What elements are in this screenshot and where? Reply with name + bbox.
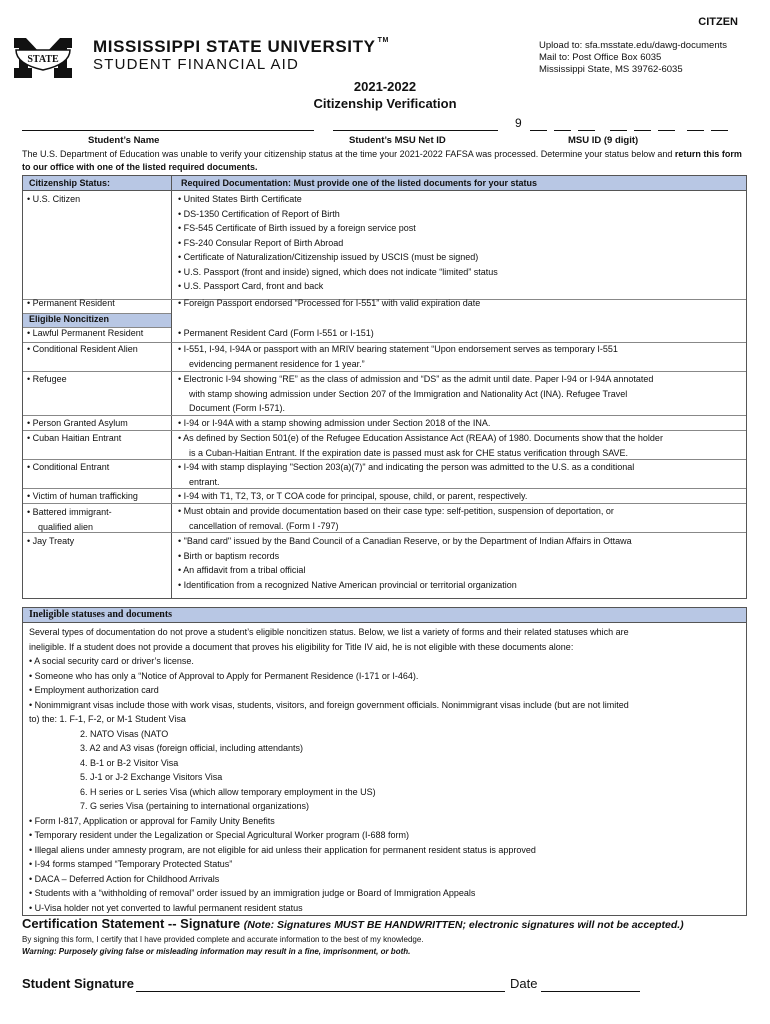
ineligible-item: • U-Visa holder not yet converted to lawful permanent resident status xyxy=(29,902,303,913)
doc-item: • U.S. Passport (front and inside) signed, which does not indicate “limited” status xyxy=(178,266,498,277)
status-text: • U.S. Citizen xyxy=(27,194,81,204)
ineligible-item: • Employment authorization card xyxy=(29,685,159,695)
docs-cell xyxy=(178,342,738,371)
status-cell xyxy=(27,297,172,310)
status-cell xyxy=(27,432,172,445)
ineligible-body xyxy=(29,625,741,915)
ineligible-title: Ineligible statuses and documents xyxy=(29,609,173,620)
signature-note: (Note: Signatures MUST BE HANDWRITTEN; electronic signatures will not be accepted.) xyxy=(243,919,684,931)
logo-text: STATE xyxy=(27,54,59,65)
doc-item-continued: evidencing permanent residence for 1 year.” xyxy=(189,358,365,369)
doc-item: • Foreign Passport endorsed “Processed for I-551” with valid expiration date xyxy=(178,298,481,308)
warning-text: Warning: Purposely giving false or misleading information may result in a fine, imprisonment, or both. xyxy=(22,947,411,956)
col-header-documentation: Required Documentation: Must provide one of the listed documents for your status xyxy=(181,178,538,188)
doc-item: • Electronic I-94 showing “RE” as the class of admission and “DS” as the admit until date. Paper I-94 or I-94A annotated xyxy=(178,374,654,384)
docs-cell xyxy=(178,326,738,341)
doc-item: • U.S. Passport Card, front and back xyxy=(178,281,324,291)
status-cell xyxy=(27,343,172,356)
status-text: • Conditional Entrant xyxy=(27,462,110,472)
doc-item: • FS-240 Consular Report of Birth Abroad xyxy=(178,237,344,248)
doc-item: • DS-1350 Certification of Report of Birth xyxy=(178,208,340,219)
ineligible-item: • A social security card or driver’s license. xyxy=(29,656,194,666)
ineligible-intro-line: ineligible. If a student does not provide a document that proves his eligibility for Title IV aid, he is not eligible with these documents alone: xyxy=(29,641,574,652)
ineligible-item: • Form I-817, Application or approval for Family Unity Benefits xyxy=(29,815,275,826)
status-cell xyxy=(27,417,172,430)
msu-id-digit[interactable] xyxy=(530,130,547,131)
ineligible-item: • DACA – Deferred Action for Childhood Arrivals xyxy=(29,873,220,884)
visa-item: 3. A2 and A3 visas (foreign official, including attendants) xyxy=(80,743,303,753)
doc-item: • I-94 or I-94A with a stamp showing admission under Section 2018 of the INA. xyxy=(178,418,491,428)
status-text: • Jay Treaty xyxy=(27,536,75,546)
ineligible-item: • Students with a “withholding of removal” order issued by an immigration judge or Board of Immigration Appeals xyxy=(29,888,476,898)
affirmation-text: By signing this form, I certify that I have provided complete and accurate information to the best of my knowledge. xyxy=(22,935,424,944)
doc-item-continued: entrant. xyxy=(189,476,220,487)
status-cell xyxy=(27,461,172,474)
ineligible-item: • Nonimmigrant visas include those with work visas, students, visitors, and foreign government officials. Nonimmigrant visas include (but are not limited xyxy=(29,699,629,710)
ineligible-item: • Illegal aliens under amnesty program, are not eligible for aid unless their application for permanent resident status is approved xyxy=(29,844,536,855)
status-cell xyxy=(27,373,172,386)
ineligible-item: • I-94 forms stamped “Temporary Protected Status” xyxy=(29,859,233,869)
visa-list-lead: to) the: 1. F-1, F-2, or M-1 Student Visa xyxy=(29,714,186,724)
ineligible-item: • Temporary resident under the Legalization or Special Agricultural Worker program (I-688 form) xyxy=(29,830,409,840)
ineligible-item: • Someone who has only a “Notice of Approval to Apply for Permanent Residence (I-171 or I-464). xyxy=(29,670,419,681)
doc-item: • I-551, I-94, I-94A or passport with an MRIV bearing statement “Upon endorsement serves as temporary I-551 xyxy=(178,344,618,354)
status-cell xyxy=(27,505,172,535)
doc-item: • Permanent Resident Card (Form I-551 or I-151) xyxy=(178,328,374,338)
trademark: TM xyxy=(377,37,389,44)
docs-cell xyxy=(178,416,738,431)
date-field[interactable] xyxy=(541,991,640,992)
certification-title: Certification Statement -- Signature xyxy=(22,916,241,931)
doc-item: • Certificate of Naturalization/Citizenship issued by USCIS (must be signed) xyxy=(178,252,479,262)
date-label: Date xyxy=(510,976,538,991)
status-text: • Refugee xyxy=(27,374,67,384)
doc-item: • I-94 with T1, T2, T3, or T COA code for principal, spouse, child, or parent, respectively. xyxy=(178,491,528,501)
docs-cell xyxy=(178,372,738,416)
doc-item: • FS-545 Certificate of Birth issued by a foreign service post xyxy=(178,223,416,233)
university-name-text: MISSISSIPPI STATE UNIVERSITY xyxy=(93,37,376,56)
docs-cell xyxy=(178,296,738,311)
form-year: 2021-2022 xyxy=(353,79,417,94)
doc-item: • United States Birth Certificate xyxy=(178,194,302,204)
doc-item-continued: is a Cuban-Haitian Entrant. If the expiration date is passed must ask for CHE status verification through SAVE. xyxy=(189,447,629,458)
docs-cell xyxy=(178,192,738,294)
student-name-label: Student’s Name xyxy=(88,135,160,146)
doc-item-continued: with stamp showing admission under Section 207 of the Immigration and Nationality Act (INA). Refugee Travel xyxy=(189,388,628,399)
docs-cell xyxy=(178,504,738,533)
msu-id-digit[interactable] xyxy=(578,130,595,131)
doc-item: • I-94 with stamp displaying "Section 203(a)(7)" and indicating the person was admitted to the U.S. as a conditional xyxy=(178,462,635,472)
intro-instruction: return this form to our office with one of the listed required documents. xyxy=(22,149,742,172)
documentation-table xyxy=(22,175,747,599)
status-text: • Battered immigrant- xyxy=(27,507,112,517)
net-id-label: Student’s MSU Net ID xyxy=(349,135,446,146)
visa-item: 2. NATO Visas (NATO xyxy=(80,728,169,739)
doc-item: • Identification from a recognized Native American provincial or territorial organization xyxy=(178,579,517,590)
signature-field[interactable] xyxy=(136,991,505,992)
msu-id-digit[interactable] xyxy=(658,130,675,131)
docs-cell xyxy=(178,489,738,504)
status-text: • Conditional Resident Alien xyxy=(27,344,138,354)
docs-cell xyxy=(178,460,738,489)
doc-item-continued: cancellation of removal. (Form I -797) xyxy=(189,520,339,531)
department-name: STUDENT FINANCIAL AID xyxy=(93,56,300,73)
status-text-continued: qualified alien xyxy=(38,522,94,532)
intro-paragraph xyxy=(22,148,752,174)
msu-id-digit[interactable] xyxy=(634,130,651,131)
msu-id-digit[interactable] xyxy=(687,130,704,131)
address-line: Mississippi State, MS 39762-6035 xyxy=(539,64,683,75)
university-name xyxy=(93,37,389,57)
form-code: CITZEN xyxy=(698,16,738,28)
status-cell xyxy=(27,490,172,503)
msu-id-prefix: 9 xyxy=(515,116,522,130)
status-cell xyxy=(27,327,172,340)
certification-heading xyxy=(22,916,684,931)
ineligible-intro-line: Several types of documentation do not prove a student’s eligible noncitizen status. Below, we list a variety of forms and their related statuses which are xyxy=(29,627,629,637)
signature-label: Student Signature xyxy=(22,976,134,991)
section-eligible-noncitizen: Eligible Noncitizen xyxy=(29,314,110,324)
visa-item: 5. J-1 or J-2 Exchange Visitors Visa xyxy=(80,772,223,782)
status-cell xyxy=(27,193,172,206)
status-text: • Permanent Resident xyxy=(27,298,115,308)
docs-cell xyxy=(178,534,738,592)
msu-id-digit[interactable] xyxy=(711,130,728,131)
net-id-field[interactable] xyxy=(333,130,498,131)
mailing-address xyxy=(539,40,727,76)
status-text: • Person Granted Asylum xyxy=(27,418,128,428)
status-text: • Victim of human trafficking xyxy=(27,491,138,501)
university-logo xyxy=(12,36,74,80)
col-header-status: Citizenship Status: xyxy=(29,178,111,188)
msu-id-label: MSU ID (9 digit) xyxy=(568,135,639,146)
status-cell xyxy=(27,535,172,548)
intro-text: The U.S. Department of Education was unable to verify your citizenship status at the time your 2021-2022 FAFSA was processed. Determine your status below and xyxy=(22,149,675,159)
doc-item: • Must obtain and provide documentation based on their case type: self-petition, suspension of deportation, or xyxy=(178,506,614,516)
msu-id-digit[interactable] xyxy=(610,130,627,131)
visa-item: 4. B-1 or B-2 Visitor Visa xyxy=(80,757,179,768)
doc-item: • As defined by Section 501(e) of the Refugee Education Assistance Act (REAA) of 1980. Documents show that the holder xyxy=(178,433,663,443)
address-line: Upload to: sfa.msstate.edu/dawg-documents xyxy=(539,40,727,51)
status-text: • Cuban Haitian Entrant xyxy=(27,433,122,443)
student-name-field[interactable] xyxy=(22,130,314,131)
docs-cell xyxy=(178,431,738,460)
visa-item: 6. H series or L series Visa (which allow temporary employment in the US) xyxy=(80,786,376,797)
status-text: • Lawful Permanent Resident xyxy=(27,328,144,338)
address-line: Mail to: Post Office Box 6035 xyxy=(539,52,662,63)
doc-item: • An affidavit from a tribal official xyxy=(178,565,306,575)
ineligible-box xyxy=(22,607,747,916)
visa-item: 7. G series Visa (pertaining to international organizations) xyxy=(80,801,309,811)
form-title: Citizenship Verification xyxy=(313,96,457,111)
doc-item: • Birth or baptism records xyxy=(178,550,280,561)
doc-item-continued: Document (Form I-571). xyxy=(189,403,286,413)
msu-id-digit[interactable] xyxy=(554,130,571,131)
doc-item: • "Band card" issued by the Band Council of a Canadian Reserve, or by the Department of Indian Affairs in Ottawa xyxy=(178,536,632,546)
